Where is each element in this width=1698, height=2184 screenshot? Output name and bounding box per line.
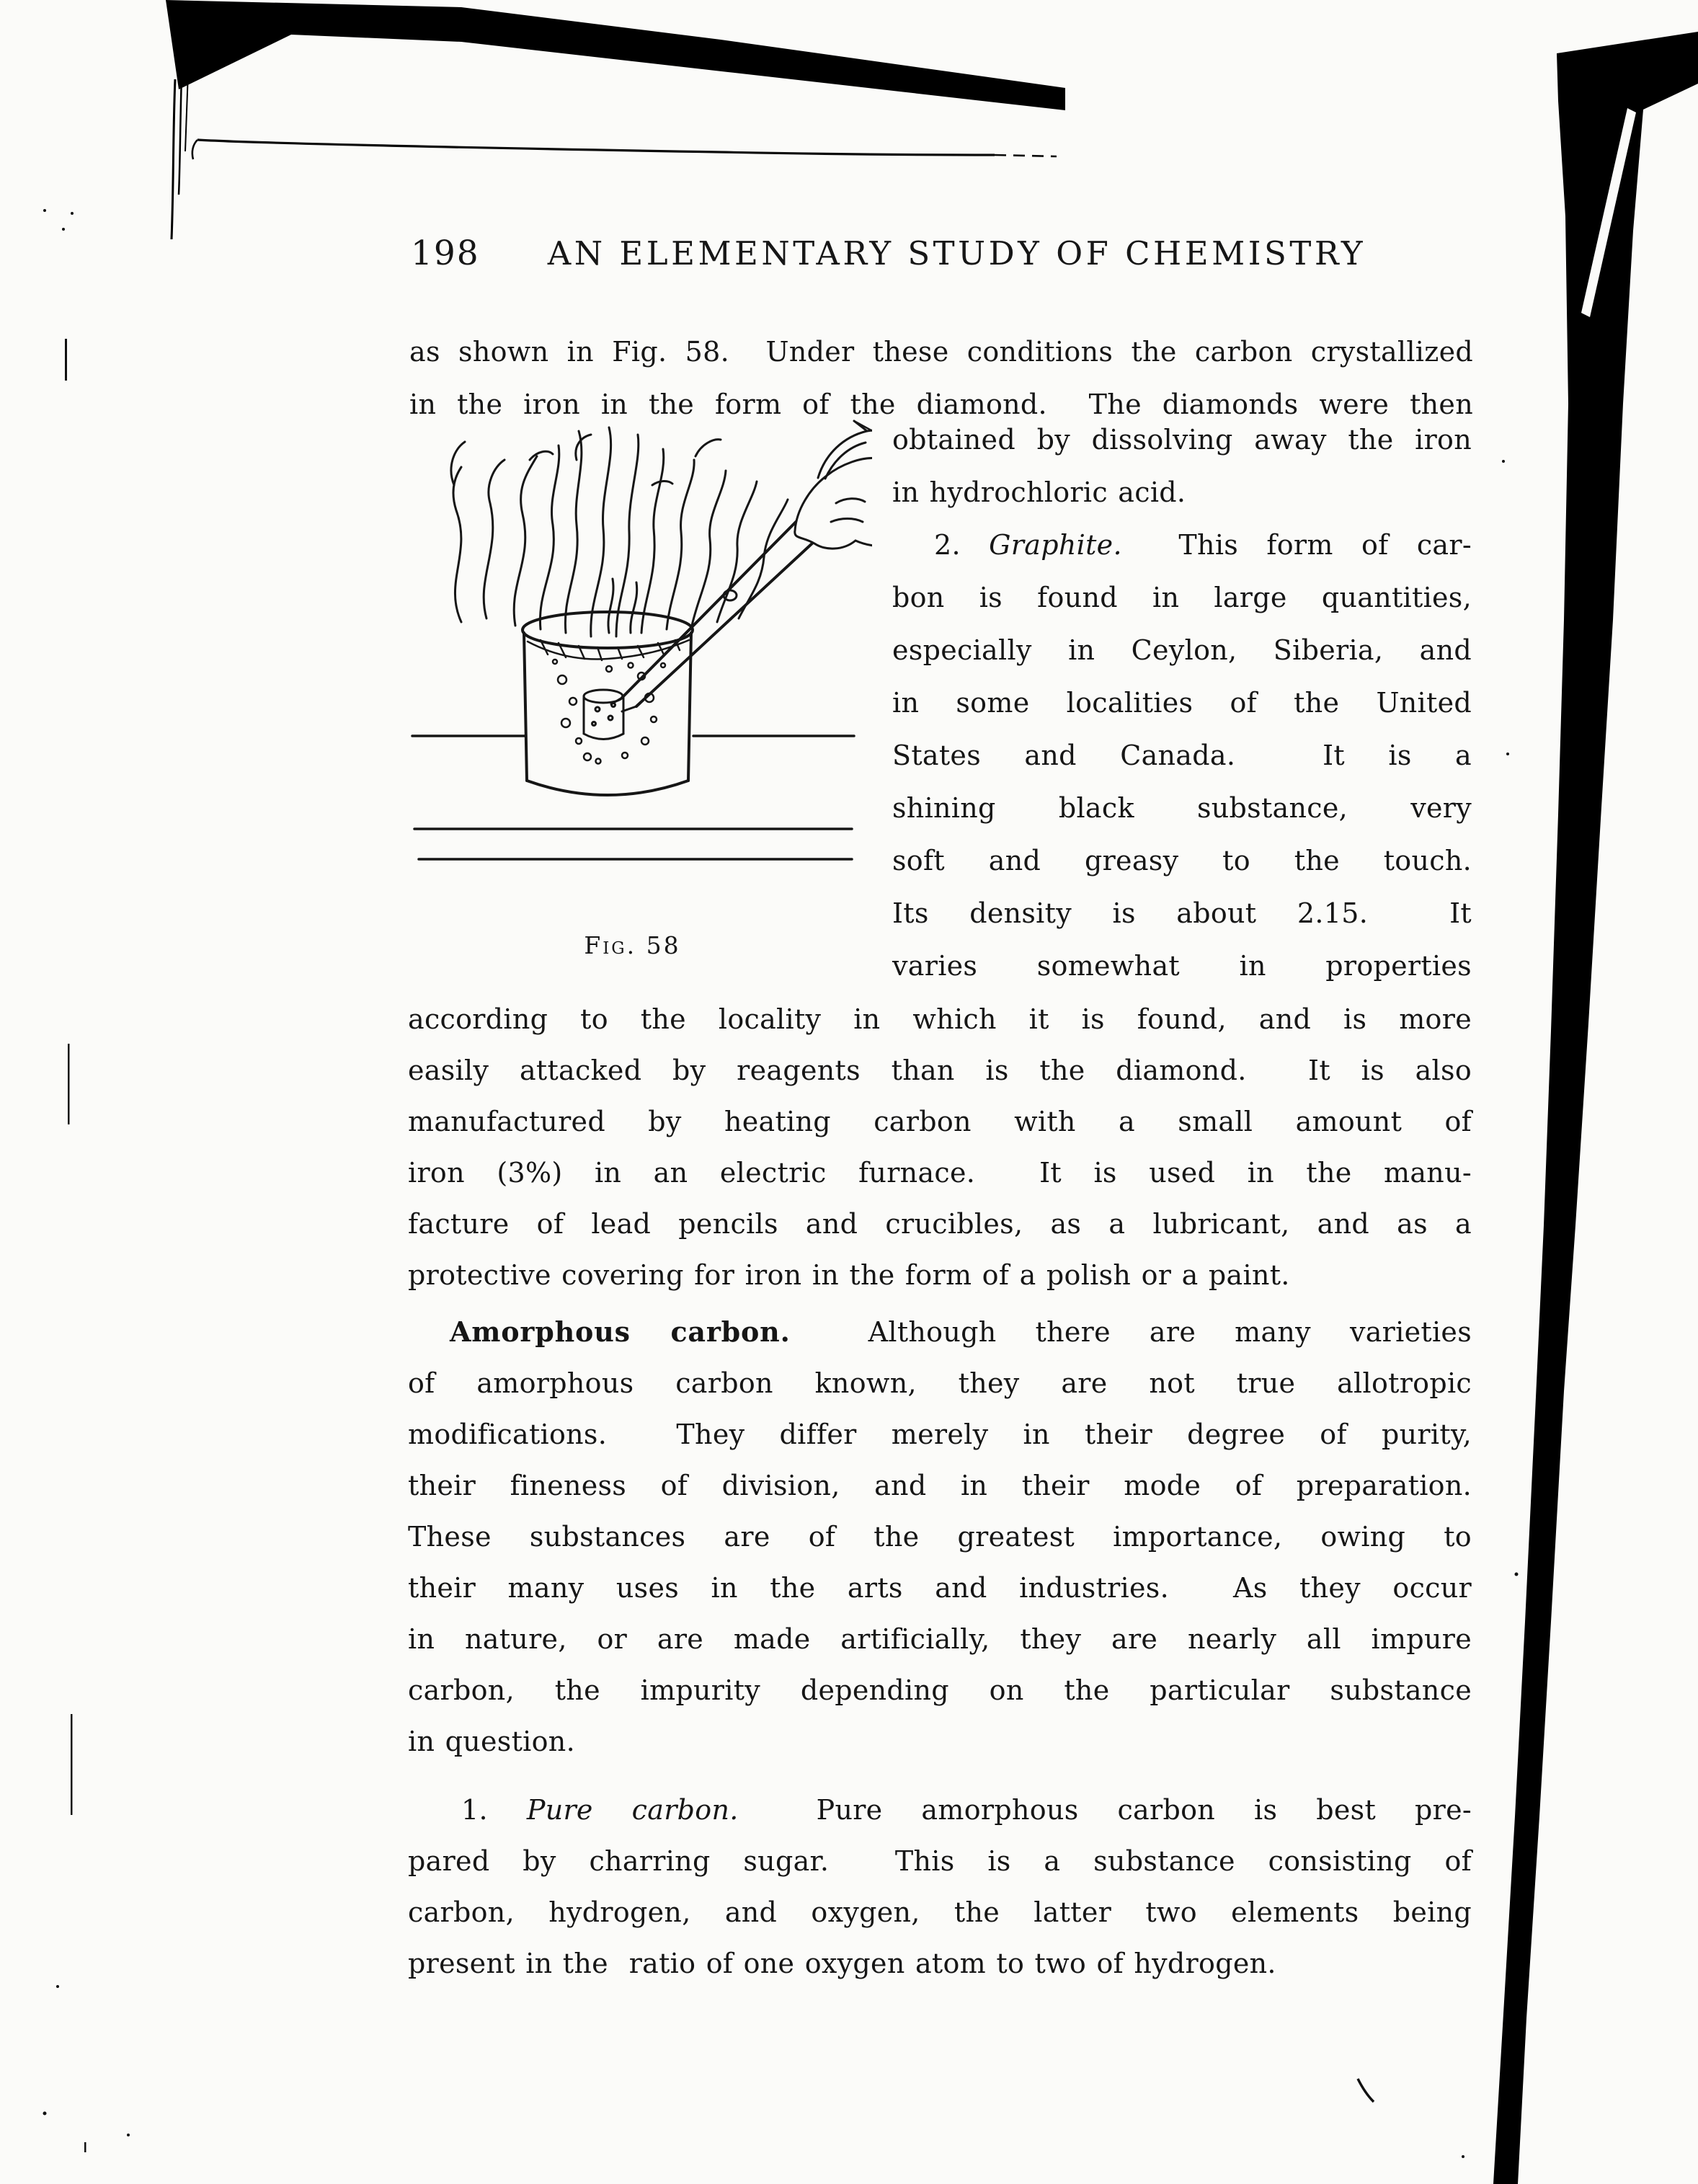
- text-line: bon is found in large quantities,: [892, 582, 1472, 613]
- scan-border-line: [197, 140, 995, 155]
- text-line: shining black substance, very: [892, 792, 1472, 824]
- figure-58: [393, 417, 872, 967]
- text-line: Its density is about 2.15. It: [892, 897, 1472, 929]
- paragraph-amorphous-carbon: [408, 1306, 1472, 1767]
- text-line: modifications. They differ merely in their degree of purity,: [408, 1419, 1472, 1450]
- running-title: AN ELEMENTARY STUDY OF CHEMISTRY: [547, 234, 1366, 272]
- text-line: 2. Graphite. This form of car-: [934, 529, 1472, 561]
- text-line: as shown in Fig. 58. Under these conditions the carbon crystallized: [409, 336, 1473, 368]
- text-line: protective covering for iron in the form of a polish or a paint.: [408, 1259, 1290, 1291]
- text-line: in some localities of the United: [892, 687, 1472, 719]
- bubbles: [553, 660, 665, 764]
- text-line: These substances are of the greatest importance, owing to: [408, 1521, 1472, 1553]
- text-line: manufactured by heating carbon with a small amount of: [408, 1106, 1472, 1137]
- table-front-lines: [414, 829, 852, 859]
- text-line: pared by charring sugar. This is a substance consisting of: [408, 1845, 1472, 1877]
- flames: [451, 427, 788, 636]
- crucible: [584, 690, 623, 740]
- text-line: easily attacked by reagents than is the diamond. It is also: [408, 1055, 1472, 1086]
- text-line: according to the locality in which it is found, and is more: [408, 1003, 1472, 1035]
- text-line: their many uses in the arts and industries. As they occur: [408, 1572, 1472, 1604]
- text-line: present in the ratio of one oxygen atom to two of hydrogen.: [408, 1948, 1276, 1979]
- scan-backslash-mark: [1358, 2079, 1374, 2102]
- hand: [795, 421, 872, 549]
- text-line: soft and greasy to the touch.: [892, 845, 1472, 876]
- text-line: in question.: [408, 1726, 575, 1757]
- paragraph-intro-continued: [892, 414, 1472, 519]
- text-line: iron (3%) in an electric furnace. It is used in the manu-: [408, 1157, 1472, 1189]
- paragraph-pure-carbon: [408, 1785, 1472, 1989]
- text-line: in nature, or are made artificially, they are nearly all impure: [408, 1623, 1472, 1655]
- text-line: obtained by dissolving away the iron: [892, 424, 1472, 456]
- beaker-illustration: [393, 417, 872, 930]
- text-line: in the iron in the form of the diamond. The diamonds were then: [409, 389, 1473, 420]
- text-line: especially in Ceylon, Siberia, and: [892, 634, 1472, 666]
- text-line: facture of lead pencils and crucibles, as a lubricant, and as a: [408, 1208, 1472, 1240]
- text-line: Amorphous carbon. Although there are many varieties: [450, 1315, 1472, 1348]
- scan-edge-top-wedge: [166, 0, 1065, 110]
- text-line: carbon, hydrogen, and oxygen, the latter two elements being: [408, 1896, 1472, 1928]
- text-line: carbon, the impurity depending on the particular substance: [408, 1674, 1472, 1706]
- page-number: 198: [411, 234, 480, 273]
- figure-caption: Fig. 58: [584, 931, 681, 959]
- paragraph-graphite-continued: [408, 994, 1472, 1301]
- text-line: varies somewhat in properties: [892, 950, 1472, 982]
- paragraph-graphite: [892, 519, 1472, 993]
- text-line: their fineness of division, and in their mode of preparation.: [408, 1470, 1472, 1501]
- text-line: of amorphous carbon known, they are not true allotropic: [408, 1367, 1472, 1399]
- scan-edge-right-band: [1493, 32, 1698, 2184]
- text-line: 1. Pure carbon. Pure amorphous carbon is best pre-: [461, 1794, 1472, 1826]
- page-header: [411, 234, 1384, 273]
- text-line: in hydrochloric acid.: [892, 476, 1186, 508]
- text-line: States and Canada. It is a: [892, 740, 1472, 771]
